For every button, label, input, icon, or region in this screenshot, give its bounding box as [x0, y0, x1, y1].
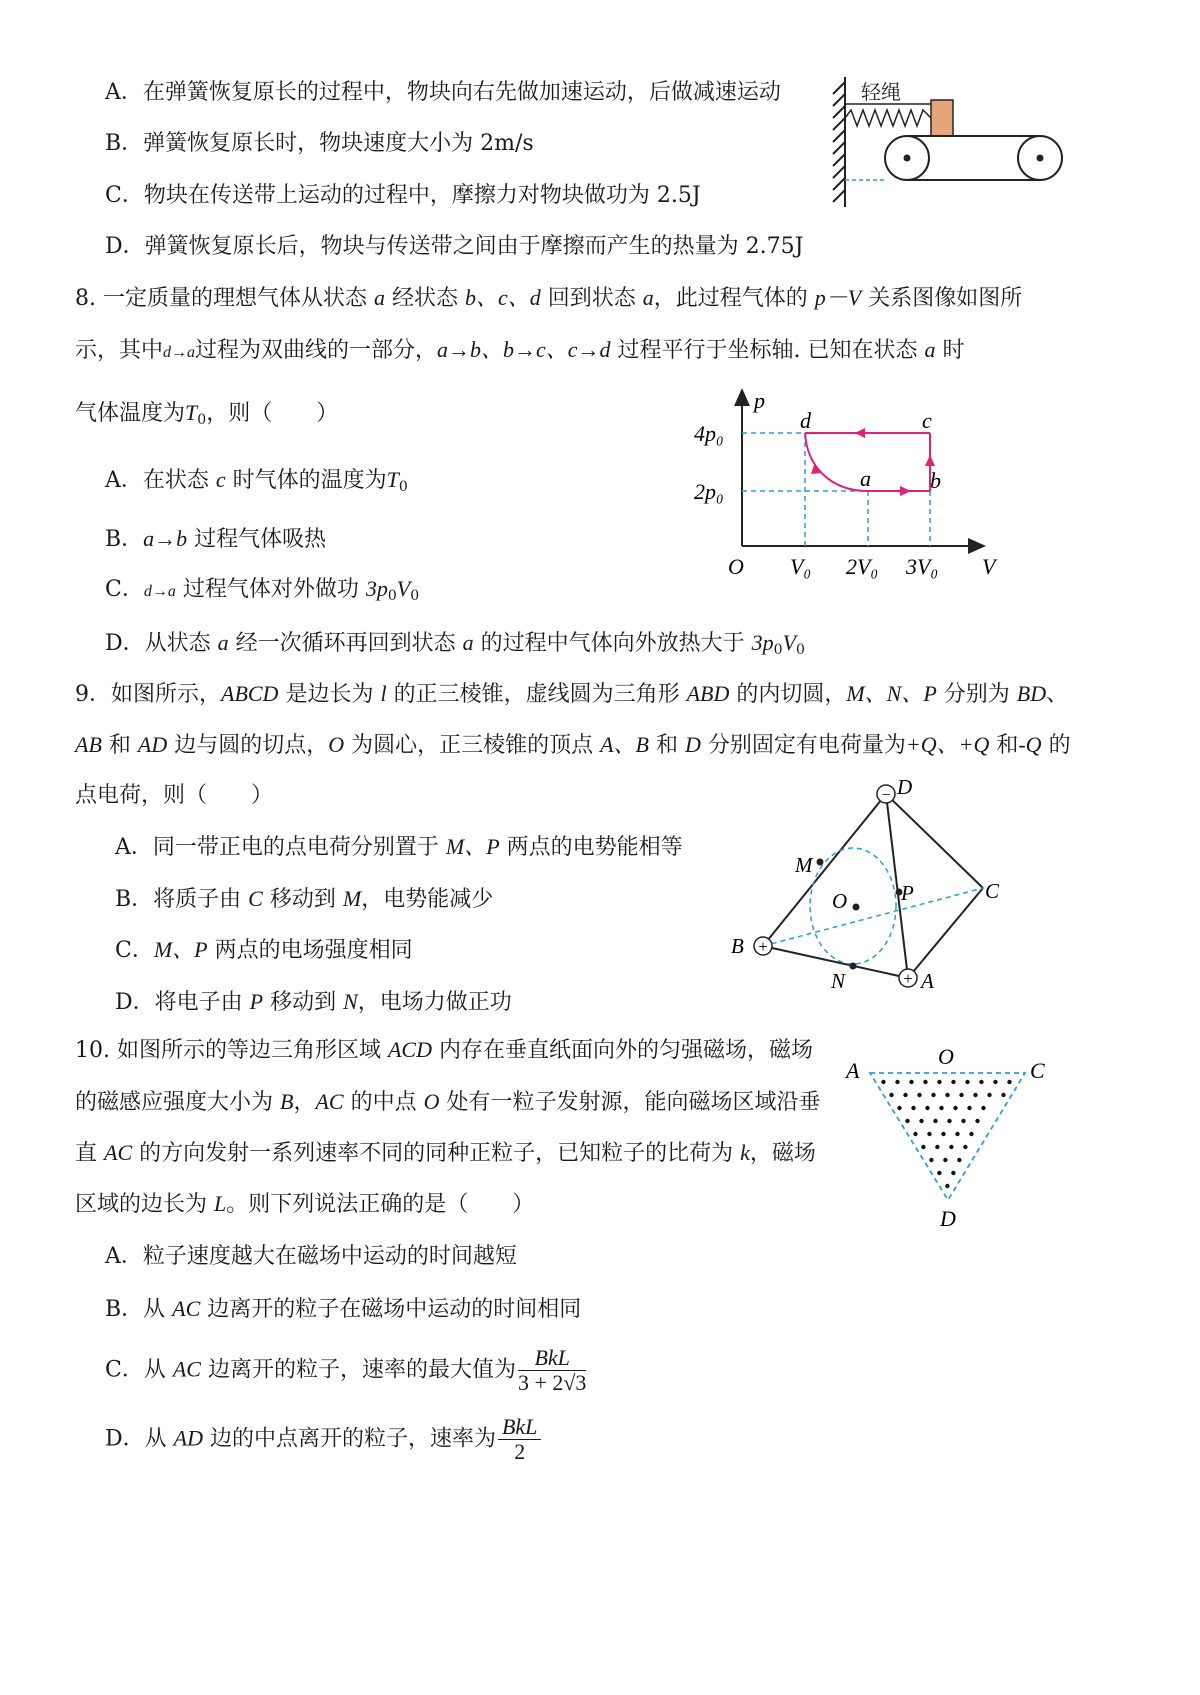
q8-stem-line2: 示，其中d→a过程为双曲线的一部分，a→b、b→c、c→d 过程平行于坐标轴. 已知在状态 a 时 — [75, 337, 965, 363]
arrow-ab — [900, 486, 911, 496]
q10-option-a: A．粒子速度越大在磁场中运动的时间越短 — [105, 1244, 517, 1269]
q7-option-b: B．弹簧恢复原长时，物块速度大小为 2m/s — [105, 131, 534, 156]
q10-option-d: D．从 AD 边的中点离开的粒子，速率为 $\frac{\text{BkL}}{2}$ — [105, 1415, 543, 1464]
label-p: P — [901, 881, 914, 905]
field-dot — [943, 1158, 947, 1162]
q9-stem-line1: 9．如图所示，ABCD 是边长为 l 的正三棱锥，虚线圆为三角形 ABD 的内切圆，M、N、P 分别为 BD、 — [75, 681, 1069, 707]
field-dot — [913, 1132, 917, 1136]
arrow-cd — [855, 428, 865, 438]
q10-option-b: B．从 AC 边离开的粒子在磁场中运动的时间相同 — [105, 1296, 582, 1322]
q9-stem-line3: 点电荷，则（ ） — [75, 783, 274, 808]
label-b: B — [731, 934, 744, 958]
field-dot — [909, 1080, 913, 1084]
field-dot — [955, 1132, 959, 1136]
field-dot — [889, 1093, 893, 1097]
field-dot — [921, 1145, 925, 1149]
hidden-edge-bc — [763, 888, 983, 946]
field-dot — [933, 1119, 937, 1123]
q7-option-c: C．物块在传送带上运动的过程中，摩擦力对物块做功为 2.5J — [105, 183, 701, 208]
q8-option-c: C．d→a 过程气体对外做功 $3p_0V_0$ — [105, 576, 420, 604]
q7-option-a: A．在弹簧恢复原长的过程中，物块向右先做加速运动，后做减速运动 — [105, 80, 781, 105]
field-dot — [917, 1093, 921, 1097]
field-dot — [941, 1132, 945, 1136]
field-dot — [951, 1080, 955, 1084]
q9-stem-line2: AB 和 AD 边与圆的切点，O 为圆心，正三棱锥的顶点 A、B 和 D 分别固定有电荷量为+Q、+Q 和-Q 的 — [75, 732, 1071, 758]
q9-option-a: A．同一带正电的点电荷分别置于 M、P 两点的电势能相等 — [115, 834, 683, 860]
q10-triangle-figure — [840, 1040, 1065, 1235]
label-d: D — [897, 775, 913, 799]
field-dot — [951, 1171, 955, 1175]
v-axis-label: V — [982, 554, 996, 579]
field-dot — [1001, 1093, 1005, 1097]
origin-label: O — [728, 554, 744, 579]
field-dot — [911, 1106, 915, 1110]
q9-option-d: D．将电子由 P 移动到 N，电场力做正功 — [115, 989, 512, 1015]
field-dot — [949, 1145, 953, 1149]
label-c: C — [1030, 1058, 1045, 1083]
field-dot — [925, 1106, 929, 1110]
field-dot — [919, 1119, 923, 1123]
tick-v0: V₀ — [790, 554, 812, 579]
field-dot — [953, 1106, 957, 1110]
field-dot — [903, 1093, 907, 1097]
rope-label: 轻绳 — [861, 80, 901, 104]
label-a: A — [921, 969, 934, 993]
point-a: a — [860, 466, 871, 491]
field-dot — [1007, 1080, 1011, 1084]
field-dot — [895, 1080, 899, 1084]
label-a: A — [846, 1058, 860, 1083]
field-dot — [905, 1119, 909, 1123]
fraction-vmax: $\frac{\text{BkL}}{3 + 2√3}$ — [517, 1345, 587, 1395]
p-axis-label: p — [754, 388, 765, 413]
q10-option-c: C．从 AC 边离开的粒子，速率的最大值为 $\frac{\text{BkL}}{3 + 2√3}$ — [105, 1345, 587, 1395]
field-dot — [937, 1080, 941, 1084]
field-dot — [881, 1080, 885, 1084]
field-dot — [987, 1093, 991, 1097]
q10-stem-line1: 10. 如图所示的等边三角形区域 ACD 内存在垂直纸面向外的匀强磁场，磁场 — [75, 1037, 813, 1063]
label-o: O — [832, 889, 848, 913]
field-dot — [979, 1080, 983, 1084]
point-m — [817, 859, 824, 866]
point-o — [853, 904, 860, 911]
field-dot — [981, 1106, 985, 1110]
q8-option-b: B．a→b 过程气体吸热 — [105, 526, 327, 552]
wall — [833, 77, 845, 207]
label-c: C — [985, 879, 1000, 903]
q8-stem-line3: 气体温度为$T_0$，则（ ） — [75, 400, 339, 428]
field-dot — [937, 1171, 941, 1175]
label-d: D — [940, 1206, 956, 1231]
label-o: O — [938, 1044, 954, 1069]
field-dot — [945, 1093, 949, 1097]
field-dot — [923, 1080, 927, 1084]
field-dot — [935, 1145, 939, 1149]
field-dot — [939, 1106, 943, 1110]
field-region — [870, 1073, 1025, 1200]
arrow-bc — [925, 455, 935, 466]
field-dot — [961, 1119, 965, 1123]
point-b: b — [930, 468, 941, 493]
plus-sign-a: + — [903, 969, 913, 988]
conveyor-belt — [885, 136, 1062, 180]
q8-option-a: A．在状态 c 时气体的温度为$T_0$ — [105, 467, 408, 495]
tick-2p0: 2p₀ — [694, 479, 724, 504]
spring — [845, 110, 931, 126]
q8-pv-graph — [690, 388, 1020, 588]
field-dot — [993, 1080, 997, 1084]
field-dot — [965, 1080, 969, 1084]
q8-stem-line1: 8. 一定质量的理想气体从状态 a 经状态 b、c、d 回到状态 a，此过程气体的 p－V 关系图像如图所 — [75, 285, 1023, 311]
field-dot — [897, 1106, 901, 1110]
q10-stem-line3: 直 AC 的方向发射一系列速率不同的同种正粒子，已知粒子的比荷为 k，磁场 — [75, 1140, 816, 1166]
tick-2v0: 2V₀ — [846, 554, 879, 579]
block — [931, 100, 953, 136]
field-dot — [973, 1093, 977, 1097]
minus-sign: − — [881, 787, 891, 804]
field-dot — [945, 1184, 949, 1188]
q9-option-c: C．M、P 两点的电场强度相同 — [115, 937, 413, 963]
field-dot — [947, 1119, 951, 1123]
field-dot — [967, 1106, 971, 1110]
label-n: N — [831, 969, 846, 993]
field-dot — [959, 1093, 963, 1097]
point-d: d — [800, 408, 811, 433]
field-dot — [929, 1158, 933, 1162]
field-dot — [975, 1119, 979, 1123]
field-dot — [969, 1132, 973, 1136]
label-m: M — [795, 853, 813, 877]
tick-4p0: 4p₀ — [694, 421, 724, 446]
q7-option-d: D．弹簧恢复原长后，物块与传送带之间由于摩擦而产生的热量为 2.75J — [105, 234, 804, 259]
plus-sign-b: + — [758, 937, 768, 956]
field-dot — [931, 1093, 935, 1097]
tetrahedron-edges — [763, 794, 983, 978]
fraction-v: $\frac{\text{BkL}}{2}$ — [498, 1415, 541, 1464]
q10-stem-line4: 区域的边长为 L。则下列说法正确的是（ ） — [75, 1191, 535, 1217]
q7-figure — [815, 72, 1075, 212]
q9-option-b: B．将质子由 C 移动到 M，电势能减少 — [115, 886, 494, 912]
q10-stem-line2: 的磁感应强度大小为 B，AC 的中点 O 处有一粒子发射源，能向磁场区域沿垂 — [75, 1089, 821, 1115]
field-dots — [881, 1080, 1011, 1188]
point-c: c — [922, 408, 932, 433]
point-n — [850, 963, 857, 970]
q9-tetrahedron-figure — [725, 770, 1025, 995]
field-dot — [957, 1158, 961, 1162]
field-dot — [927, 1132, 931, 1136]
tick-3v0: 3V₀ — [906, 554, 939, 579]
q8-option-d: D．从状态 a 经一次循环再回到状态 a 的过程中气体向外放热大于 $3p_0V_0$ — [105, 630, 805, 658]
field-dot — [963, 1145, 967, 1149]
